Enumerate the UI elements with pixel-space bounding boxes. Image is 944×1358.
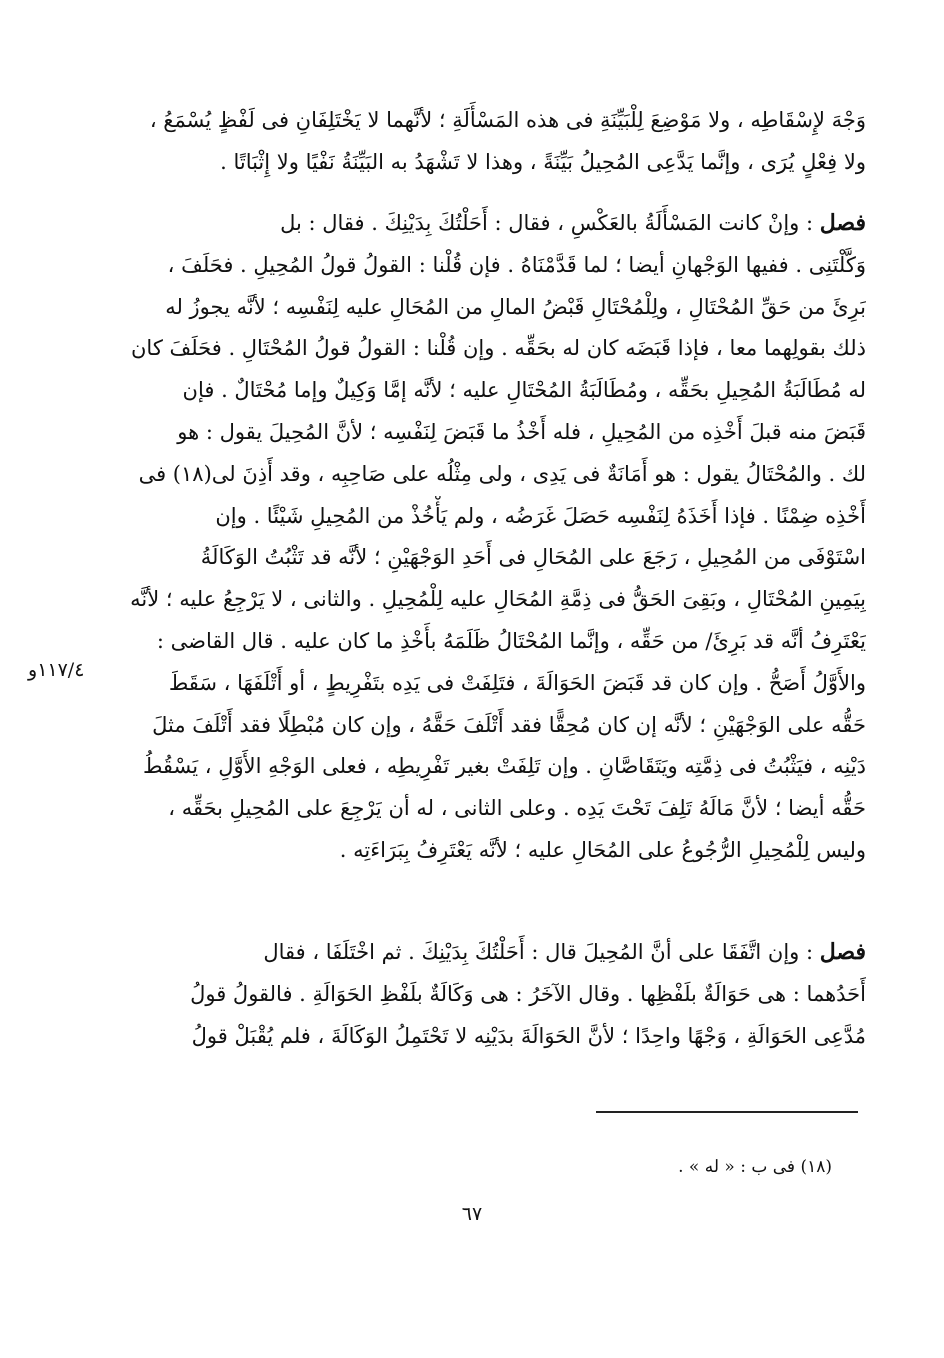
text-line bbox=[126, 932, 866, 974]
section-label: فصل bbox=[819, 939, 866, 965]
text-line: أَخْذِه ضِمْنًا . فإذا أَخَذَهُ لِنَفْسِه حَصَلَ غَرَضُه ، ولم يَأْخُذْ من المُحِيلِ شَيْئًا . وإن bbox=[215, 503, 866, 528]
text-line: والأَوَّلُ أَصَحُّ . وإن كان قد قَبَضَ الحَوَالَةَ ، فتَلِفَتْ فى يَدِه بتَفْرِيطٍ ، أو أَتْلَفَهَا ، سَقَطَ bbox=[168, 670, 866, 695]
text-line: ذلك بقولِهما معا ، فإذا قَبَضَه كان له بحَقِّه . وإن قُلْنا : القولُ قولُ المُحْتَالِ . فحَلَفَ كان bbox=[131, 336, 866, 361]
paragraph-fasl-2 bbox=[126, 932, 866, 1057]
text-line: مُدَّعِى الحَوَالَةِ ، وَجْهًا واحِدًا ؛ لأنَّ الحَوَالَةَ بدَيْنِه لا تَحْتَمِلُ الوَكَالَةَ ، فلم يُقْبَلْ قولُ bbox=[191, 1023, 866, 1048]
text-line: اسْتَوْفَى من المُحِيلِ ، رَجَعَ على المُحَالِ فى أَحَدِ الوَجْهَيْنِ ؛ لأنَّه قد تَثْبُتُ الوَكَالَةُ bbox=[200, 545, 866, 570]
line-text: : وإنْ كانت المَسْأَلَةُ بالعَكْسِ ، فقال : أَحَلْتُكَ بِدَيْنِكَ . فقال : بل bbox=[280, 211, 820, 235]
line-text: : وإن اتَّفَقَا على أنَّ المُحِيلَ قال : أَحَلْتُكَ بِدَيْنِكَ . ثم اخْتَلَفَا ، فقال bbox=[263, 940, 820, 964]
text-line: ولا فِعْلٍ يُرَى ، وإنَّما يَدَّعِى المُحِيلُ بَيِّنَةً ، وهذا لا تَشْهَدُ به البَيِّنَةُ نَفْيًا ولا إِثْبَاتًا . bbox=[220, 149, 866, 174]
text-line: له مُطَالَبَةُ المُحِيلِ بحَقِّه ، ومُطَالَبَةُ المُحْتَالِ عليه ؛ لأنَّه إمَّا وَكِيلٌ وإما مُحْتَالٌ . فإن bbox=[182, 378, 866, 403]
manuscript-folio-note: ١١٧/٤و bbox=[28, 659, 85, 681]
text-line bbox=[126, 203, 866, 245]
text-line: حَقُّه على الوَجْهَيْنِ ؛ لأنَّه إن كان مُحِقًّا فقد أَتْلَفَ حَقَّهُ ، وإن كان مُبْطِلًا فقد أَتْلَفَ مثلَ bbox=[152, 712, 866, 737]
text-line: يَعْتَرِفُ أنَّه قد بَرِئَ/ من حَقِّه ، وإنَّما المُحْتَالُ ظَلَمَهُ بأَخْذِ ما كان عليه . قال القاضى : bbox=[156, 628, 866, 653]
footnote-divider bbox=[596, 1111, 858, 1113]
text-line: بِيَمِينِ المُحْتَالِ ، وبَقِىَ الحَقُّ فى ذِمَّةِ المُحَالِ عليه لِلْمُحِيلِ . والثانى ، لا يَرْجِعُ عليه ؛ لأنَّه bbox=[130, 587, 866, 612]
text-line: بَرِئَ من حَقِّ المُحْتَالِ ، ولِلْمُحْتَالِ قَبْضُ المالِ من المُحَالِ عليه لِنَفْسِه ؛ لأنَّه يجوزُ له bbox=[165, 294, 866, 319]
section-label: فصل bbox=[819, 210, 866, 236]
text-line: أَحَدُهما : هى حَوَالَةٌ بلَفْظِها . وقال الآخَرُ : هى وَكَالَةٌ بلَفْظِ الحَوَالَةِ . فالقولُ قولُ bbox=[190, 981, 866, 1006]
text-line: لك . والمُحْتَالُ يقول : هو أَمَانَةٌ فى يَدِى ، ولى مِثْلُه على صَاحِبِه ، وقد أَذِنَ لى(١٨) فى bbox=[138, 461, 866, 486]
paragraph-fasl-1 bbox=[126, 203, 866, 872]
text-line: دَيْنِه ، فيَثْبُتُ فى ذِمَّتِه ويَتَقَاصَّانِ . وإن تَلِفَتْ بغير تَفْرِيطِه ، فعلى الوَجْهِ الأَوَّلِ ، يَسْقُطُ bbox=[142, 754, 866, 779]
paragraph-continuation bbox=[126, 100, 866, 184]
page-number: ٦٧ bbox=[461, 1203, 483, 1225]
footnote: (١٨) فى ب : « له » . bbox=[678, 1157, 832, 1177]
text-line: وليس لِلْمُحِيلِ الرُّجُوعُ على المُحَالِ عليه ؛ لأنَّه يَعْتَرِفُ بِبَرَاءَتِه . bbox=[339, 837, 866, 862]
text-line: وَكَّلْتَنِى . ففيها الوَجْهانِ أيضا ؛ لما قَدَّمْنَاهُ . فإن قُلْنا : القولُ قولُ المُحِيلِ . فحَلَفَ ، bbox=[167, 252, 866, 277]
text-line: قَبَضَ منه قبلَ أَخْذِه من المُحِيلِ ، فله أَخْذُ ما قَبَضَ لِنَفْسِه ؛ لأنَّ المُحِيلَ يقول : هو bbox=[177, 419, 866, 444]
text-line: وَجْهَ لإِسْقَاطِه ، ولا مَوْضِعَ لِلْبَيِّنَةِ فى هذه المَسْأَلَةِ ؛ لأنَّهما لا يَخْتَلِفَانِ فى لَفْظٍ يُسْمَعُ ، bbox=[149, 108, 866, 132]
text-line: حَقُّه أيضا ؛ لأنَّ مَالَهُ تَلِفَ تَحْتَ يَدِه . وعلى الثانى ، له أن يَرْجِعَ على المُحِيلِ بحَقِّه ، bbox=[168, 796, 866, 821]
